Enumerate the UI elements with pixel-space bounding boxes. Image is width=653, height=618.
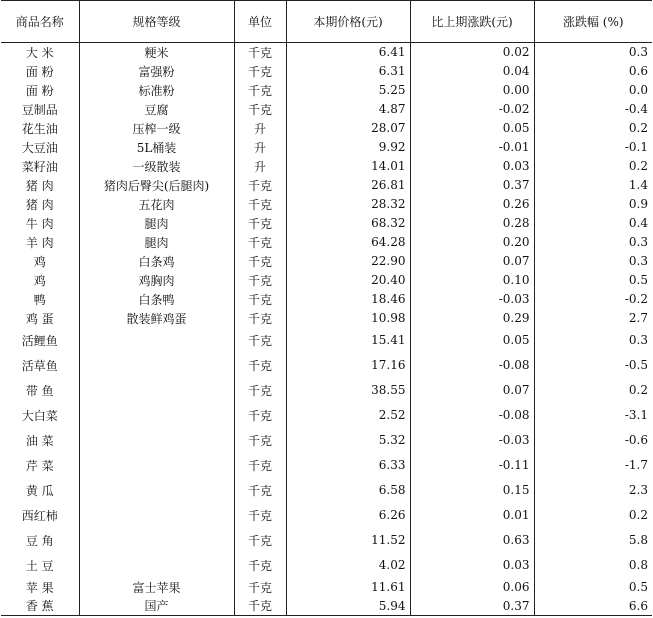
product-name-cell: 芹 菜 bbox=[25, 458, 54, 473]
change-pct-cell: 0.3 bbox=[534, 43, 652, 62]
header-row bbox=[1, 1, 652, 43]
table-row bbox=[1, 503, 652, 528]
change-pct-cell: 0.3 bbox=[534, 328, 652, 353]
spec-grade-cell bbox=[79, 478, 234, 503]
price-cell: 5.32 bbox=[286, 428, 410, 453]
spec-grade-cell: 标准粉 bbox=[79, 81, 234, 100]
product-name-cell: 豆 角 bbox=[25, 533, 54, 548]
spec-grade-cell bbox=[79, 428, 234, 453]
spec-grade-cell bbox=[79, 528, 234, 553]
change-pct-cell: 0.8 bbox=[534, 553, 652, 578]
product-name-cell: 香 蕉 bbox=[25, 599, 54, 614]
table-body bbox=[1, 43, 652, 616]
spec-grade-cell: 白条鸡 bbox=[79, 252, 234, 271]
change-cell: 0.06 bbox=[410, 578, 534, 597]
change-pct-cell: 0.2 bbox=[534, 157, 652, 176]
spec-grade-cell: 散装鲜鸡蛋 bbox=[79, 309, 234, 328]
price-cell: 26.81 bbox=[286, 176, 410, 195]
unit-cell: 千克 bbox=[234, 271, 286, 290]
table-row bbox=[1, 176, 652, 195]
table-row bbox=[1, 597, 652, 616]
change-cell: 0.37 bbox=[410, 176, 534, 195]
unit-cell: 千克 bbox=[234, 62, 286, 81]
change-pct-cell: 0.3 bbox=[534, 233, 652, 252]
spec-grade-cell: 粳米 bbox=[79, 43, 234, 62]
unit-cell: 千克 bbox=[234, 43, 286, 62]
change-cell: 0.05 bbox=[410, 328, 534, 353]
unit-cell: 千克 bbox=[234, 176, 286, 195]
spec-grade-cell: 富士苹果 bbox=[79, 578, 234, 597]
spec-grade-cell: 压榨一级 bbox=[79, 119, 234, 138]
table-row bbox=[1, 214, 652, 233]
price-table bbox=[1, 0, 652, 616]
header-current-price: 本期价格(元) bbox=[286, 1, 410, 43]
change-cell: 0.20 bbox=[410, 233, 534, 252]
spec-grade-cell bbox=[79, 328, 234, 353]
unit-cell: 千克 bbox=[234, 252, 286, 271]
table-header bbox=[1, 1, 652, 43]
price-cell: 64.28 bbox=[286, 233, 410, 252]
header-spec-grade: 规格等级 bbox=[79, 1, 234, 43]
unit-cell: 千克 bbox=[234, 528, 286, 553]
spec-grade-cell bbox=[79, 453, 234, 478]
change-cell: 0.63 bbox=[410, 528, 534, 553]
change-pct-cell: 0.4 bbox=[534, 214, 652, 233]
change-pct-cell: 0.5 bbox=[534, 578, 652, 597]
table-row bbox=[1, 195, 652, 214]
price-cell: 6.33 bbox=[286, 453, 410, 478]
price-cell: 6.41 bbox=[286, 43, 410, 62]
change-pct-cell: -0.1 bbox=[534, 138, 652, 157]
change-cell: -0.02 bbox=[410, 100, 534, 119]
table-row bbox=[1, 100, 652, 119]
table-row bbox=[1, 233, 652, 252]
product-name-cell: 猪 肉 bbox=[25, 197, 54, 212]
change-cell: 0.28 bbox=[410, 214, 534, 233]
price-cell: 14.01 bbox=[286, 157, 410, 176]
change-cell: 0.37 bbox=[410, 597, 534, 616]
product-name-cell: 鸡 bbox=[33, 273, 46, 288]
price-cell: 18.46 bbox=[286, 290, 410, 309]
change-pct-cell: -0.4 bbox=[534, 100, 652, 119]
price-cell: 6.58 bbox=[286, 478, 410, 503]
change-pct-cell: 0.6 bbox=[534, 62, 652, 81]
table-row bbox=[1, 428, 652, 453]
price-cell: 22.90 bbox=[286, 252, 410, 271]
price-cell: 10.98 bbox=[286, 309, 410, 328]
change-cell: -0.08 bbox=[410, 403, 534, 428]
product-name-cell: 牛 肉 bbox=[25, 216, 54, 231]
spec-grade-cell: 豆腐 bbox=[79, 100, 234, 119]
change-cell: 0.15 bbox=[410, 478, 534, 503]
price-cell: 11.61 bbox=[286, 578, 410, 597]
change-pct-cell: 0.5 bbox=[534, 271, 652, 290]
change-pct-cell: 0.0 bbox=[534, 81, 652, 100]
price-cell: 38.55 bbox=[286, 378, 410, 403]
unit-cell: 千克 bbox=[234, 478, 286, 503]
product-name-cell: 豆制品 bbox=[21, 102, 58, 117]
change-pct-cell: 2.7 bbox=[534, 309, 652, 328]
unit-cell: 升 bbox=[234, 119, 286, 138]
table-row bbox=[1, 309, 652, 328]
price-cell: 28.07 bbox=[286, 119, 410, 138]
spec-grade-cell: 国产 bbox=[79, 597, 234, 616]
product-name-cell: 大豆油 bbox=[21, 140, 58, 155]
table-row bbox=[1, 478, 652, 503]
table-row bbox=[1, 553, 652, 578]
change-cell: -0.11 bbox=[410, 453, 534, 478]
change-pct-cell: 5.8 bbox=[534, 528, 652, 553]
spec-grade-cell: 腿肉 bbox=[79, 214, 234, 233]
product-name-cell: 活草鱼 bbox=[21, 358, 58, 373]
table-row bbox=[1, 403, 652, 428]
price-cell: 6.31 bbox=[286, 62, 410, 81]
table-row bbox=[1, 119, 652, 138]
change-pct-cell: 0.9 bbox=[534, 195, 652, 214]
product-name-cell: 西红柿 bbox=[21, 508, 58, 523]
price-cell: 68.32 bbox=[286, 214, 410, 233]
spec-grade-cell bbox=[79, 503, 234, 528]
change-cell: 0.10 bbox=[410, 271, 534, 290]
price-cell: 28.32 bbox=[286, 195, 410, 214]
table-row bbox=[1, 43, 652, 62]
product-name-cell: 面 粉 bbox=[25, 83, 54, 98]
unit-cell: 千克 bbox=[234, 453, 286, 478]
unit-cell: 千克 bbox=[234, 353, 286, 378]
spec-grade-cell: 五花肉 bbox=[79, 195, 234, 214]
table-row bbox=[1, 252, 652, 271]
change-pct-cell: -0.6 bbox=[534, 428, 652, 453]
spec-grade-cell: 富强粉 bbox=[79, 62, 234, 81]
change-cell: -0.03 bbox=[410, 428, 534, 453]
table-row bbox=[1, 81, 652, 100]
product-name-cell: 鸡 bbox=[33, 254, 46, 269]
change-cell: 0.03 bbox=[410, 157, 534, 176]
unit-cell: 千克 bbox=[234, 578, 286, 597]
product-name-cell: 活鲤鱼 bbox=[21, 333, 58, 348]
spec-grade-cell bbox=[79, 553, 234, 578]
product-name-cell: 苹 果 bbox=[25, 580, 54, 595]
change-cell: -0.01 bbox=[410, 138, 534, 157]
product-name-cell: 花生油 bbox=[21, 121, 58, 136]
table-row bbox=[1, 528, 652, 553]
unit-cell: 千克 bbox=[234, 233, 286, 252]
change-cell: 0.00 bbox=[410, 81, 534, 100]
table-row bbox=[1, 353, 652, 378]
change-pct-cell: 0.2 bbox=[534, 119, 652, 138]
unit-cell: 千克 bbox=[234, 403, 286, 428]
spec-grade-cell: 猪肉后臀尖(后腿肉) bbox=[79, 176, 234, 195]
unit-cell: 千克 bbox=[234, 503, 286, 528]
header-unit: 单位 bbox=[234, 1, 286, 43]
change-pct-cell: -3.1 bbox=[534, 403, 652, 428]
header-product-name: 商品名称 bbox=[15, 15, 64, 29]
unit-cell: 千克 bbox=[234, 328, 286, 353]
spec-grade-cell bbox=[79, 403, 234, 428]
price-cell: 6.26 bbox=[286, 503, 410, 528]
product-name-cell: 猪 肉 bbox=[25, 178, 54, 193]
product-name-cell: 黄 瓜 bbox=[25, 483, 54, 498]
price-cell: 15.41 bbox=[286, 328, 410, 353]
product-name-cell: 羊 肉 bbox=[25, 235, 54, 250]
table-row bbox=[1, 378, 652, 403]
spec-grade-cell: 腿肉 bbox=[79, 233, 234, 252]
change-cell: 0.01 bbox=[410, 503, 534, 528]
product-name-cell: 面 粉 bbox=[25, 64, 54, 79]
change-cell: 0.02 bbox=[410, 43, 534, 62]
price-cell: 20.40 bbox=[286, 271, 410, 290]
price-cell: 4.87 bbox=[286, 100, 410, 119]
unit-cell: 升 bbox=[234, 157, 286, 176]
spec-grade-cell: 一级散装 bbox=[79, 157, 234, 176]
change-pct-cell: 0.3 bbox=[534, 252, 652, 271]
product-name-cell: 大 米 bbox=[25, 45, 54, 60]
change-pct-cell: -1.7 bbox=[534, 453, 652, 478]
unit-cell: 千克 bbox=[234, 195, 286, 214]
product-name-cell: 鸭 bbox=[33, 292, 46, 307]
change-cell: 0.05 bbox=[410, 119, 534, 138]
price-cell: 11.52 bbox=[286, 528, 410, 553]
table-row bbox=[1, 328, 652, 353]
unit-cell: 千克 bbox=[234, 428, 286, 453]
table-row bbox=[1, 578, 652, 597]
product-name-cell: 带 鱼 bbox=[25, 383, 54, 398]
header-change: 比上期涨跌(元) bbox=[410, 1, 534, 43]
spec-grade-cell: 白条鸭 bbox=[79, 290, 234, 309]
change-pct-cell: 2.3 bbox=[534, 478, 652, 503]
header-change-pct: 涨跌幅 (%) bbox=[534, 1, 652, 43]
unit-cell: 千克 bbox=[234, 597, 286, 616]
change-pct-cell: -0.5 bbox=[534, 353, 652, 378]
change-pct-cell: -0.2 bbox=[534, 290, 652, 309]
change-cell: 0.03 bbox=[410, 553, 534, 578]
spec-grade-cell bbox=[79, 353, 234, 378]
unit-cell: 千克 bbox=[234, 290, 286, 309]
product-name-cell: 油 菜 bbox=[25, 433, 54, 448]
table-row bbox=[1, 453, 652, 478]
change-pct-cell: 1.4 bbox=[534, 176, 652, 195]
price-cell: 17.16 bbox=[286, 353, 410, 378]
change-cell: 0.29 bbox=[410, 309, 534, 328]
price-cell: 4.02 bbox=[286, 553, 410, 578]
unit-cell: 千克 bbox=[234, 214, 286, 233]
unit-cell: 千克 bbox=[234, 100, 286, 119]
change-cell: -0.03 bbox=[410, 290, 534, 309]
change-pct-cell: 6.6 bbox=[534, 597, 652, 616]
change-pct-cell: 0.2 bbox=[534, 503, 652, 528]
change-cell: 0.07 bbox=[410, 378, 534, 403]
table-row bbox=[1, 138, 652, 157]
change-cell: 0.04 bbox=[410, 62, 534, 81]
table-row bbox=[1, 62, 652, 81]
unit-cell: 千克 bbox=[234, 81, 286, 100]
unit-cell: 千克 bbox=[234, 378, 286, 403]
unit-cell: 千克 bbox=[234, 309, 286, 328]
spec-grade-cell: 5L桶装 bbox=[79, 138, 234, 157]
spec-grade-cell bbox=[79, 378, 234, 403]
spec-grade-cell: 鸡胸肉 bbox=[79, 271, 234, 290]
change-pct-cell: 0.2 bbox=[534, 378, 652, 403]
product-name-cell: 大白菜 bbox=[21, 408, 58, 423]
table-row bbox=[1, 290, 652, 309]
product-name-cell: 土 豆 bbox=[25, 558, 54, 573]
unit-cell: 千克 bbox=[234, 553, 286, 578]
change-cell: -0.08 bbox=[410, 353, 534, 378]
price-cell: 5.94 bbox=[286, 597, 410, 616]
change-cell: 0.07 bbox=[410, 252, 534, 271]
unit-cell: 升 bbox=[234, 138, 286, 157]
price-cell: 9.92 bbox=[286, 138, 410, 157]
product-name-cell: 鸡 蛋 bbox=[25, 311, 54, 326]
product-name-cell: 菜籽油 bbox=[21, 159, 58, 174]
price-cell: 5.25 bbox=[286, 81, 410, 100]
table-row bbox=[1, 271, 652, 290]
price-cell: 2.52 bbox=[286, 403, 410, 428]
table-row bbox=[1, 157, 652, 176]
change-cell: 0.26 bbox=[410, 195, 534, 214]
